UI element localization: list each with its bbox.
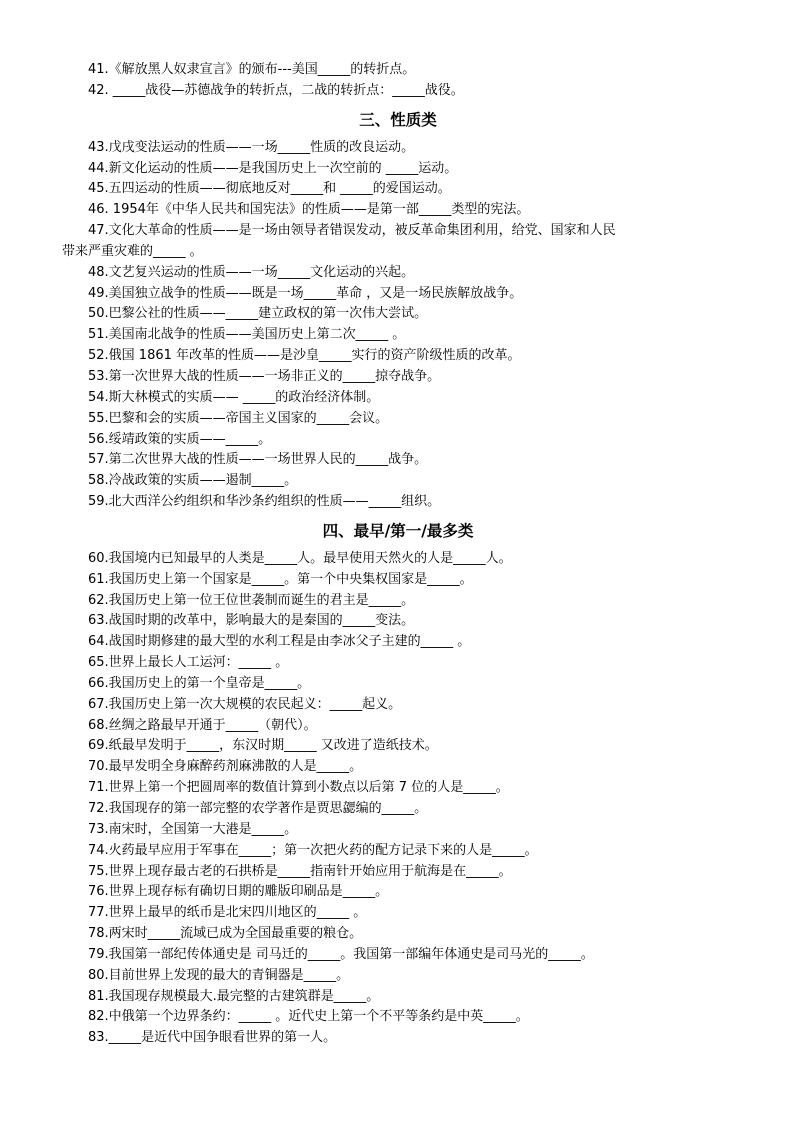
question-47-line-1: 47.文化大革命的性质——是一场由领导者错误发动，被反革命集团利用，给党、国家和人民	[88, 223, 616, 239]
question-56: 56.绥靖政策的实质——_____。	[88, 431, 272, 447]
question-65: 65.世界上最长人工运河：_____ 。	[88, 655, 289, 671]
question-83: 83._____是近代中国争眼看世界的第一人。	[88, 1030, 337, 1046]
question-82: 82.中俄第一个边界条约：_____ 。近代史上第一个不平等条约是中英_____。	[88, 1009, 529, 1025]
question-52: 52.俄国 1861 年改革的性质——是沙皇_____实行的资产阶级性质的改革。	[88, 348, 521, 364]
question-62: 62.我国历史上第一位王位世袭制而诞生的君主是_____。	[88, 592, 415, 608]
question-72: 72.我国现存的第一部完整的农学著作是贾思勰编的_____。	[88, 801, 428, 816]
question-60: 60.我国境内已知最早的人类是_____人。最早使用天然火的人是_____人。	[88, 550, 512, 566]
question-55: 55.巴黎和会的实质——帝国主义国家的_____会议。	[88, 410, 389, 426]
question-75: 75.世界上现存最古老的石拱桥是_____指南针开始应用于航海是在_____。	[88, 863, 512, 879]
question-64: 64.战国时期修建的最大型的水利工程是由李冰父子主建的_____ 。	[88, 634, 471, 650]
question-74: 74.火药最早应用于军事在_____；第一次把火药的配方记录下来的人是_____。	[88, 842, 538, 858]
question-79: 79.我国第一部纪传体通史是 司马迁的_____。我国第一部编年体通史是司马光的_____。	[88, 946, 594, 962]
question-58: 58.冷战政策的实质——遏制_____。	[88, 473, 298, 489]
question-54: 54.斯大林模式的实质—— _____的政治经济体制。	[88, 389, 380, 405]
question-73: 73.南宋时，全国第一大港是_____。	[88, 821, 298, 837]
question-81: 81.我国现存规模最大.最完整的古建筑群是_____。	[88, 988, 380, 1004]
question-76: 76.世界上现存标有确切日期的雕版印刷品是_____。	[88, 884, 389, 900]
question-48: 48.文艺复兴运动的性质——一场_____文化运动的兴起。	[88, 264, 415, 280]
question-list	[62, 60, 734, 1049]
question-66: 66.我国历史上的第一个皇帝是_____。	[88, 675, 311, 691]
question-44: 44.新文化运动的性质——是我国历史上一次空前的 _____运动。	[88, 160, 458, 176]
question-51: 51.美国南北战争的性质——美国历史上第二次_____ 。	[88, 327, 406, 343]
question-63: 63.战国时期的改革中，影响最大的是秦国的_____变法。	[88, 613, 415, 629]
question-57: 57.第二次世界大战的性质——一场世界人民的_____战争。	[88, 452, 428, 468]
question-59: 59.北大西洋公约组织和华沙条约组织的性质——_____组织。	[88, 494, 441, 510]
question-71: 71.世界上第一个把圆周率的数值计算到小数点以后第 7 位的人是_____。	[88, 780, 509, 796]
question-77: 77.世界上最早的纸币是北宋四川地区的_____ 。	[88, 905, 367, 921]
question-47-line-2: 带来严重灾难的_____ 。	[62, 243, 203, 259]
question-53: 53.第一次世界大战的性质——一场非正义的_____掠夺战争。	[88, 368, 441, 384]
question-61: 61.我国历史上第一个国家是_____。第一个中央集权国家是_____。	[88, 571, 473, 587]
question-78: 78.两宋时_____流域已成为全国最重要的粮仓。	[88, 926, 363, 942]
question-49: 49.美国独立战争的性质——既是一场_____革命 ，又是一场民族解放战争。	[88, 285, 523, 301]
question-67: 67.我国历史上第一次大规模的农民起义：_____起义。	[88, 696, 402, 712]
question-70: 70.最早发明全身麻醉药剂麻沸散的人是_____。	[88, 759, 363, 775]
question-46: 46. 1954年《中华人民共和国宪法》的性质——是第一部_____类型的宪法。	[88, 202, 530, 218]
question-50: 50.巴黎公社的性质——_____建立政权的第一次伟大尝试。	[88, 306, 428, 322]
section-heading-firsts: 四、最早/第一/最多类	[322, 520, 474, 540]
question-43: 43.戊戌变法运动的性质——一场_____性质的改良运动。	[88, 139, 415, 155]
question-42: 42. _____战役—苏德战争的转折点，二战的转折点：_____战役。	[88, 82, 464, 98]
question-80: 80.目前世界上发现的最大的青铜器是_____。	[88, 967, 350, 983]
question-69: 69.纸最早发明于_____，东汉时期_____ 又改进了造纸技术。	[88, 738, 438, 754]
question-68: 68.丝绸之路最早开通于_____（朝代）。	[88, 717, 317, 733]
question-41: 41.《解放黑人奴隶宣言》的颁布---美国_____的转折点。	[88, 62, 416, 77]
question-45: 45.五四运动的性质——彻底地反对_____和 _____的爱国运动。	[88, 181, 451, 197]
section-heading-nature: 三、性质类	[359, 109, 437, 129]
